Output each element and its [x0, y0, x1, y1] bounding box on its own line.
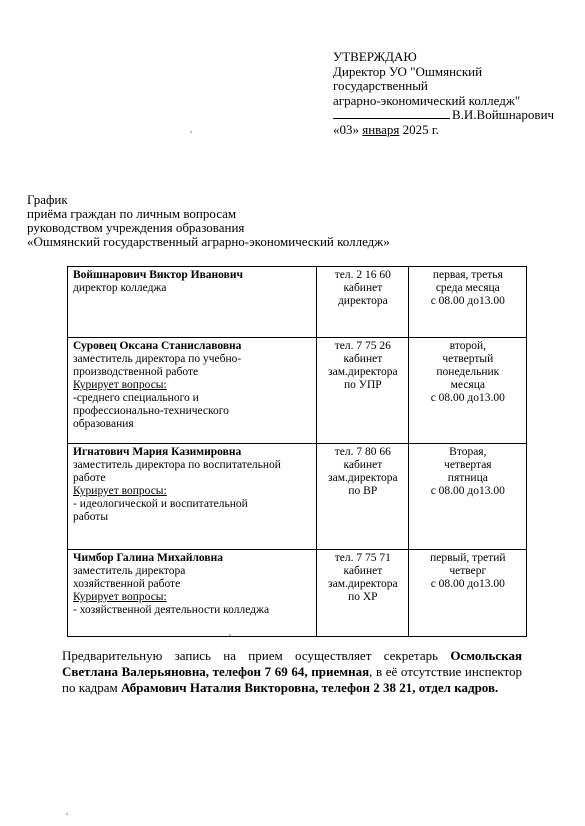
person-position: заместитель директора по учебно-производственной работе [73, 353, 242, 378]
curates-item: -среднего специального и [73, 392, 199, 404]
days-line: четверг [449, 565, 487, 577]
person-cell [68, 444, 317, 550]
days-cell [408, 550, 526, 637]
room-line: зам.директора [328, 578, 398, 590]
curates-item: - идеологической и воспитательной [73, 498, 248, 510]
person-name: Суровец Оксана Станиславовна [73, 340, 242, 352]
days-line: четвертая [444, 459, 492, 471]
person-name: Игнатович Мария Казимировна [73, 446, 242, 458]
room-line: по ВР [348, 485, 378, 497]
days-line: понедельник [436, 366, 500, 378]
room-line: по УПР [344, 379, 382, 391]
heading-line-4: «Ошмянский государственный аграрно-экономический колледж» [27, 234, 390, 249]
curates-label: Курирует вопросы: [73, 485, 167, 497]
curates-label: Курирует вопросы: [73, 591, 167, 603]
time: с 08.00 до13.00 [430, 485, 505, 497]
person-position: заместитель директора по воспитательной работе [73, 459, 281, 484]
approval-line-2: государственный [333, 78, 428, 93]
heading-line-2: приёма граждан по личным вопросам [27, 206, 237, 221]
footer-inspector: Абрамович Наталия Викторовна, телефон 2 38 21, отдел кадров. [120, 680, 499, 695]
heading-line-3: руководством учреждения образования [27, 220, 245, 235]
footer-text-1: Предварительную запись на прием осуществляет секретарь [62, 648, 451, 663]
phone: тел. 2 16 60 [334, 269, 391, 281]
scan-speck [190, 131, 192, 133]
scan-speck [229, 634, 231, 636]
footer-secretary: Осмольская Светлана Валерьяновна, телефон 7 69 64, приемная [62, 648, 522, 679]
person-cell [68, 550, 317, 637]
date-year: 2025 г. [399, 121, 440, 137]
person-name: Чимбор Галина Михайловна [73, 552, 223, 564]
footer-note [62, 648, 522, 696]
room-line: зам.директора [328, 366, 398, 378]
curates-label: Курирует вопросы: [73, 379, 167, 391]
days-cell [408, 444, 526, 550]
days-line: первая, третья [432, 269, 503, 281]
signature-line [333, 108, 450, 119]
person-cell [68, 338, 317, 444]
room-line: по ХР [348, 591, 378, 603]
days-cell [408, 338, 526, 444]
approval-line-3: аграрно-экономический колледж" [333, 92, 521, 108]
time: с 08.00 до13.00 [430, 295, 505, 307]
room-line: кабинет [343, 565, 383, 577]
room-line: директора [337, 295, 388, 307]
days-line: четвертый [442, 353, 494, 365]
approval-signer: В.И.Войшнарович [452, 107, 555, 122]
approval-signature [333, 108, 579, 123]
time: с 08.00 до13.00 [430, 578, 505, 590]
contact-cell [317, 444, 409, 550]
curates-item: работы [73, 511, 109, 523]
days-cell [408, 267, 526, 338]
person-name: Войшнарович Виктор Иванович [73, 269, 243, 281]
contact-cell [317, 550, 409, 637]
days-line: среда месяца [435, 282, 500, 294]
curates-item: профессионально-технического [73, 405, 229, 417]
person-position: директор колледжа [73, 282, 167, 294]
room-line: кабинет [343, 282, 383, 294]
table-row [68, 444, 527, 550]
contact-cell [317, 267, 409, 338]
person-cell [68, 267, 317, 338]
table-row [68, 550, 527, 637]
phone: тел. 7 75 26 [334, 340, 391, 352]
person-position: заместитель директора [73, 565, 186, 577]
days-line: Вторая, [449, 446, 487, 458]
days-line: второй, [449, 340, 486, 352]
curates-item: - хозяйственной деятельности колледжа [73, 604, 270, 616]
phone: тел. 7 75 71 [334, 552, 391, 564]
table-row [68, 338, 527, 444]
phone: тел. 7 80 66 [334, 446, 391, 458]
days-line: пятница [447, 472, 488, 484]
schedule-table [67, 266, 527, 637]
approval-title: УТВЕРЖДАЮ [333, 49, 417, 64]
room-line: кабинет [343, 459, 383, 471]
room-line: зам.директора [328, 472, 398, 484]
date-month: января [362, 121, 400, 137]
approval-date [333, 123, 579, 138]
scan-speck [66, 813, 68, 815]
contact-cell [317, 338, 409, 444]
days-line: месяца [450, 379, 485, 391]
document-heading [27, 193, 390, 249]
time: с 08.00 до13.00 [430, 392, 505, 404]
footer-text-2: , в её отсутствие инспектор по кадрам [62, 664, 522, 695]
approval-block [333, 50, 579, 137]
table-row [68, 267, 527, 338]
heading-line-1: График [27, 192, 68, 207]
curates-item: образования [73, 418, 134, 430]
approval-line-1: Директор УО "Ошмянский [333, 63, 483, 79]
room-line: кабинет [343, 353, 383, 365]
date-day: «03» [333, 121, 359, 137]
days-line: первый, третий [430, 552, 506, 564]
person-position: хозяйственной работе [73, 578, 181, 590]
